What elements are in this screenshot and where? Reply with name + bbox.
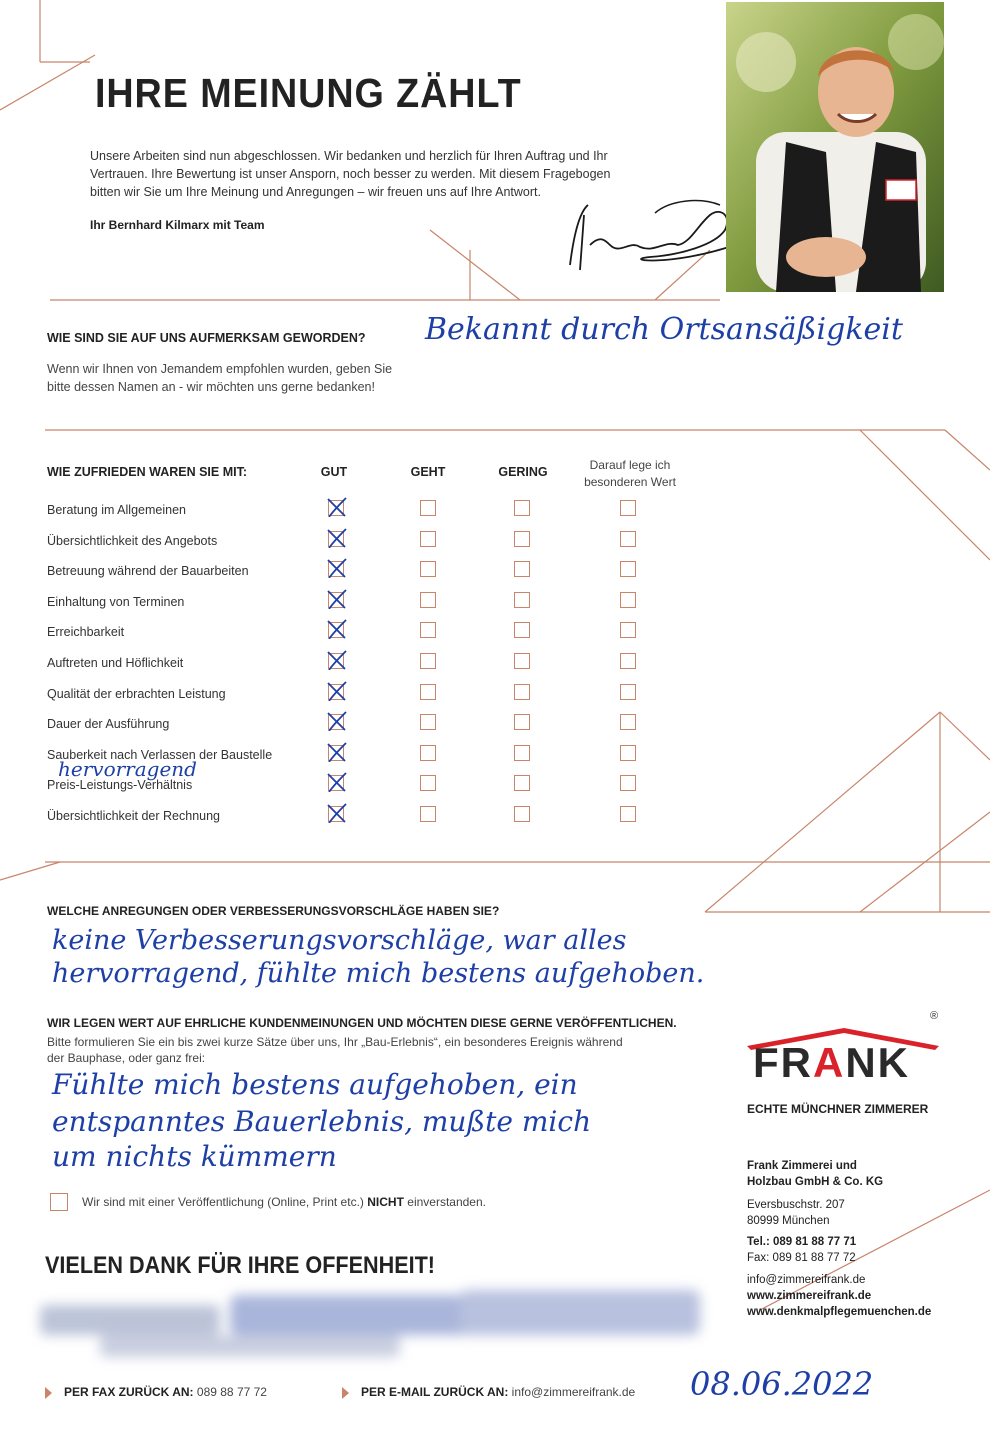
row-label: Beratung im Allgemeinen [47,503,186,517]
company-line1: Frank Zimmerei und [747,1160,857,1172]
checkbox-priority[interactable] [620,561,636,577]
checkbox-geht[interactable] [420,500,436,516]
checkbox-gering[interactable] [514,714,530,730]
checkbox-priority[interactable] [620,745,636,761]
col-priority-line1: Darauf lege ich [589,458,671,472]
checkbox-geht[interactable] [420,684,436,700]
check-mark-icon [325,495,347,517]
fax-label: PER FAX ZURÜCK AN: [64,1385,194,1399]
check-mark-icon [325,556,347,578]
optout-checkbox[interactable] [50,1193,68,1211]
row-label: Auftreten und Höflichkeit [47,656,184,670]
source-answer[interactable]: Bekannt durch Ortsansäßigkeit [425,312,903,347]
intro-text: Unsere Arbeiten sind nun abgeschlossen. Wir bedanken und herzlich für Ihren Auftrag und Ihr Vertrauen. Ihre Bewertung ist unser Ansporn, noch besser zu werden. Mit diesem Fragebogen bitten wir Sie um Ihre Meinung und Anregungen – wir freuen uns auf Ihre Antwort. [90,149,611,199]
arrow-icon [342,1387,349,1399]
signoff-text: Ihr Bernhard Kilmarx mit Team [90,218,265,232]
thanks-heading: VIELEN DANK FÜR IHRE OFFENHEIT! [45,1252,436,1279]
source-question-hint-1: Wenn wir Ihnen von Jemandem empfohlen wurden, geben Sie [47,362,393,376]
testimonial-answer-3[interactable]: um nichts kümmern [52,1140,337,1173]
page-title: IHRE MEINUNG ZÄHLT [95,70,522,116]
checkbox-geht[interactable] [420,806,436,822]
suggestions-title: WELCHE ANREGUNGEN ODER VERBESSERUNGSVORSCHLÄGE HABEN SIE? [47,904,500,918]
company-fax: Fax: 089 81 88 77 72 [747,1252,856,1264]
company-web1[interactable]: www.zimmereifrank.de [747,1290,872,1302]
brand-logo [747,1028,942,1086]
owner-photo [726,2,944,292]
source-question-title: WIE SIND SIE AUF UNS AUFMERKSAM GEWORDEN? [47,331,366,345]
checkbox-geht[interactable] [420,745,436,761]
suggestions-answer-1[interactable]: keine Verbesserungsvorschläge, war alles [52,925,627,956]
checkbox-priority[interactable] [620,684,636,700]
mail-label: PER E-MAIL ZURÜCK AN: [361,1385,509,1399]
fax-value: 089 88 77 72 [196,1385,267,1399]
row-label: Preis-Leistungs-Verhältnis [47,778,193,793]
col-gut: GUT [320,465,348,479]
checkbox-gering[interactable] [514,775,530,791]
checkbox-geht[interactable] [420,714,436,730]
company-city: 80999 München [747,1215,830,1227]
company-line2: Holzbau GmbH & Co. KG [747,1176,884,1188]
check-mark-icon [325,709,347,731]
checkbox-geht[interactable] [420,592,436,608]
optout-suffix: einverstanden. [407,1195,486,1209]
check-mark-icon [325,770,347,792]
satisfaction-title: WIE ZUFRIEDEN WAREN SIE MIT: [47,465,247,479]
redacted-area [40,1290,720,1360]
brand-tagline: ECHTE MÜNCHNER ZIMMERER [747,1102,929,1116]
testimonial-answer-1[interactable]: Fühlte mich bestens aufgehoben, ein [52,1068,578,1101]
logo-mid: A [813,1039,846,1086]
checkbox-gering[interactable] [514,561,530,577]
check-mark-icon [325,740,347,762]
testimonial-answer-2[interactable]: entspanntes Bauerlebnis, mußte mich [52,1105,592,1138]
handwritten-note: hervorragend [58,757,197,781]
logo-right: NK [845,1039,911,1086]
checkbox-gering[interactable] [514,745,530,761]
checkbox-priority[interactable] [620,592,636,608]
checkbox-geht[interactable] [420,561,436,577]
optout-prefix: Wir sind mit einer Veröffentlichung (Online, Print etc.) [82,1195,364,1209]
testimonial-hint-2: der Bauphase, oder ganz frei: [47,1051,206,1065]
col-priority [570,457,690,491]
check-mark-icon [325,587,347,609]
source-question-hint-2: bitte dessen Namen an - wir möchten uns gerne bedanken! [47,380,375,394]
logo-left: FR [753,1039,813,1086]
checkbox-priority[interactable] [620,653,636,669]
checkbox-gering[interactable] [514,684,530,700]
checkbox-priority[interactable] [620,531,636,547]
row-label: Dauer der Ausführung [47,717,170,732]
signature [560,185,750,285]
checkbox-gering[interactable] [514,806,530,822]
checkbox-gering[interactable] [514,592,530,608]
checkbox-gering[interactable] [514,500,530,516]
row-label: Qualität der erbrachten Leistung [47,686,226,701]
checkbox-geht[interactable] [420,531,436,547]
col-geht: GEHT [410,465,446,479]
arrow-icon [45,1387,52,1399]
checkbox-priority[interactable] [620,806,636,822]
optout-bold: NICHT [367,1195,404,1209]
check-mark-icon [325,801,347,823]
checkbox-priority[interactable] [620,622,636,638]
testimonial-hint-1: Bitte formulieren Sie ein bis zwei kurze Sätze über uns, Ihr „Bau-Erlebnis“, ein besonderes Ereignis während [47,1035,623,1049]
company-email[interactable]: info@zimmereifrank.de [747,1274,866,1286]
footer-fax [45,1385,267,1399]
check-mark-icon [325,526,347,548]
col-priority-line2: besonderen Wert [584,475,676,489]
mail-value[interactable]: info@zimmereifrank.de [511,1385,636,1399]
row-label: Einhaltung von Terminen [47,594,185,609]
row-label: Übersichtlichkeit des Angebots [47,533,218,548]
footer-mail [342,1385,635,1399]
company-web2[interactable]: www.denkmalpflegemuenchen.de [747,1306,932,1318]
checkbox-geht[interactable] [420,622,436,638]
row-label: Betreuung während der Bauarbeiten [47,564,249,579]
row-label: Sauberkeit nach Verlassen der Baustelle [47,747,273,762]
checkbox-geht[interactable] [420,653,436,669]
company-tel: Tel.: 089 81 88 77 71 [747,1236,857,1248]
checkbox-priority[interactable] [620,714,636,730]
optout-text [82,1195,486,1209]
checkbox-gering[interactable] [514,531,530,547]
suggestions-answer-2[interactable]: hervorragend, fühlte mich bestens aufgehoben. [52,958,705,989]
row-label: Übersichtlichkeit der Rechnung [47,809,221,823]
checkbox-gering[interactable] [514,622,530,638]
checkbox-geht[interactable] [420,775,436,791]
row-label: Erreichbarkeit [47,625,125,640]
brand-wordmark [753,1039,911,1086]
checkbox-priority[interactable] [620,500,636,516]
col-gering: GERING [498,465,548,479]
check-mark-icon [325,679,347,701]
checkbox-priority[interactable] [620,775,636,791]
company-street: Eversbuschstr. 207 [747,1199,845,1211]
handwritten-date: 08.06.2022 [690,1365,874,1403]
check-mark-icon [325,617,347,639]
testimonial-title: WIR LEGEN WERT AUF EHRLICHE KUNDENMEINUNGEN UND MÖCHTEN DIESE GERNE VERÖFFENTLICHEN. [47,1016,677,1030]
registered-mark: ® [930,1010,939,1022]
check-mark-icon [325,648,347,670]
checkbox-gering[interactable] [514,653,530,669]
